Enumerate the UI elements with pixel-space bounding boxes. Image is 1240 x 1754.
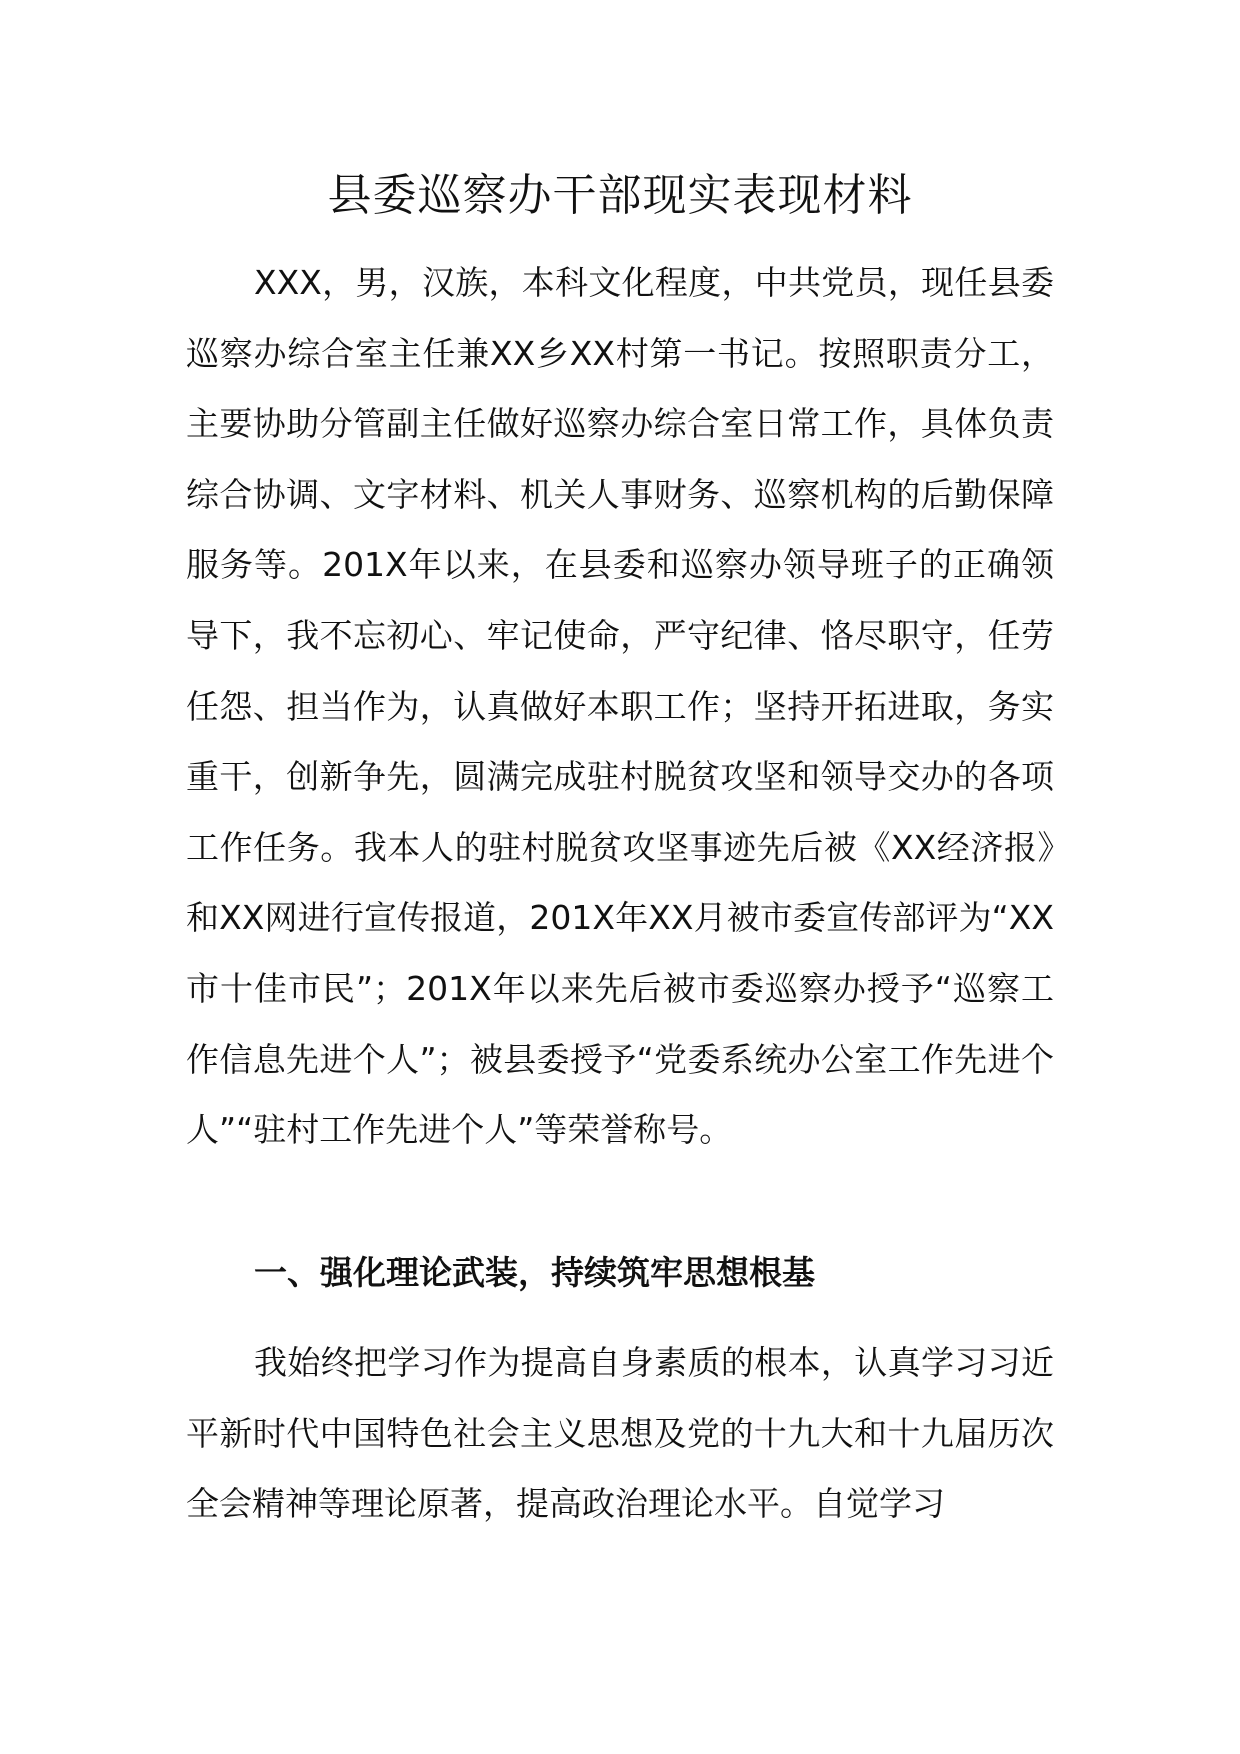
- document-title: 县委巡察办干部现实表现材料: [327, 170, 913, 221]
- intro-paragraph: XXX，男，汉族，本科文化程度，中共党员，现任县委巡察办综合室主任兼XX乡XX村第一书记。按照职责分工，主要协助分管副主任做好巡察办综合室日常工作，具体负责综合协调、文字材料、机关人事财务、巡察机构的后勤保障服务等。201X年以来，在县委和巡察办领导班子的正确领导下，我不忘初心、牢记使命，严守纪律、恪尽职守，任劳任怨、担当作为，认真做好本职工作；坚持开拓进取，务实重干，创新争先，圆满完成驻村脱贫攻坚和领导交办的各项工作任务。我本人的驻村脱贫攻坚事迹先后被《XX经济报》和XX网进行宣传报道，201X年XX月被市委宣传部评为“XX市十佳市民”；201X年以来先后被市委巡察办授予“巡察工作信息先进个人”；被县委授予“党委系统办公室工作先进个人”“驻村工作先进个人”等荣誉称号。: [186, 263, 1054, 1150]
- section-heading-1: 一、强化理论武装，持续筑牢思想根基: [254, 1253, 815, 1292]
- section-1-paragraph: 我始终把学习作为提高自身素质的根本，认真学习习近平新时代中国特色社会主义思想及党的十九大和十九届历次全会精神等理论原著，提高政治理论水平。自觉学习: [186, 1343, 1054, 1524]
